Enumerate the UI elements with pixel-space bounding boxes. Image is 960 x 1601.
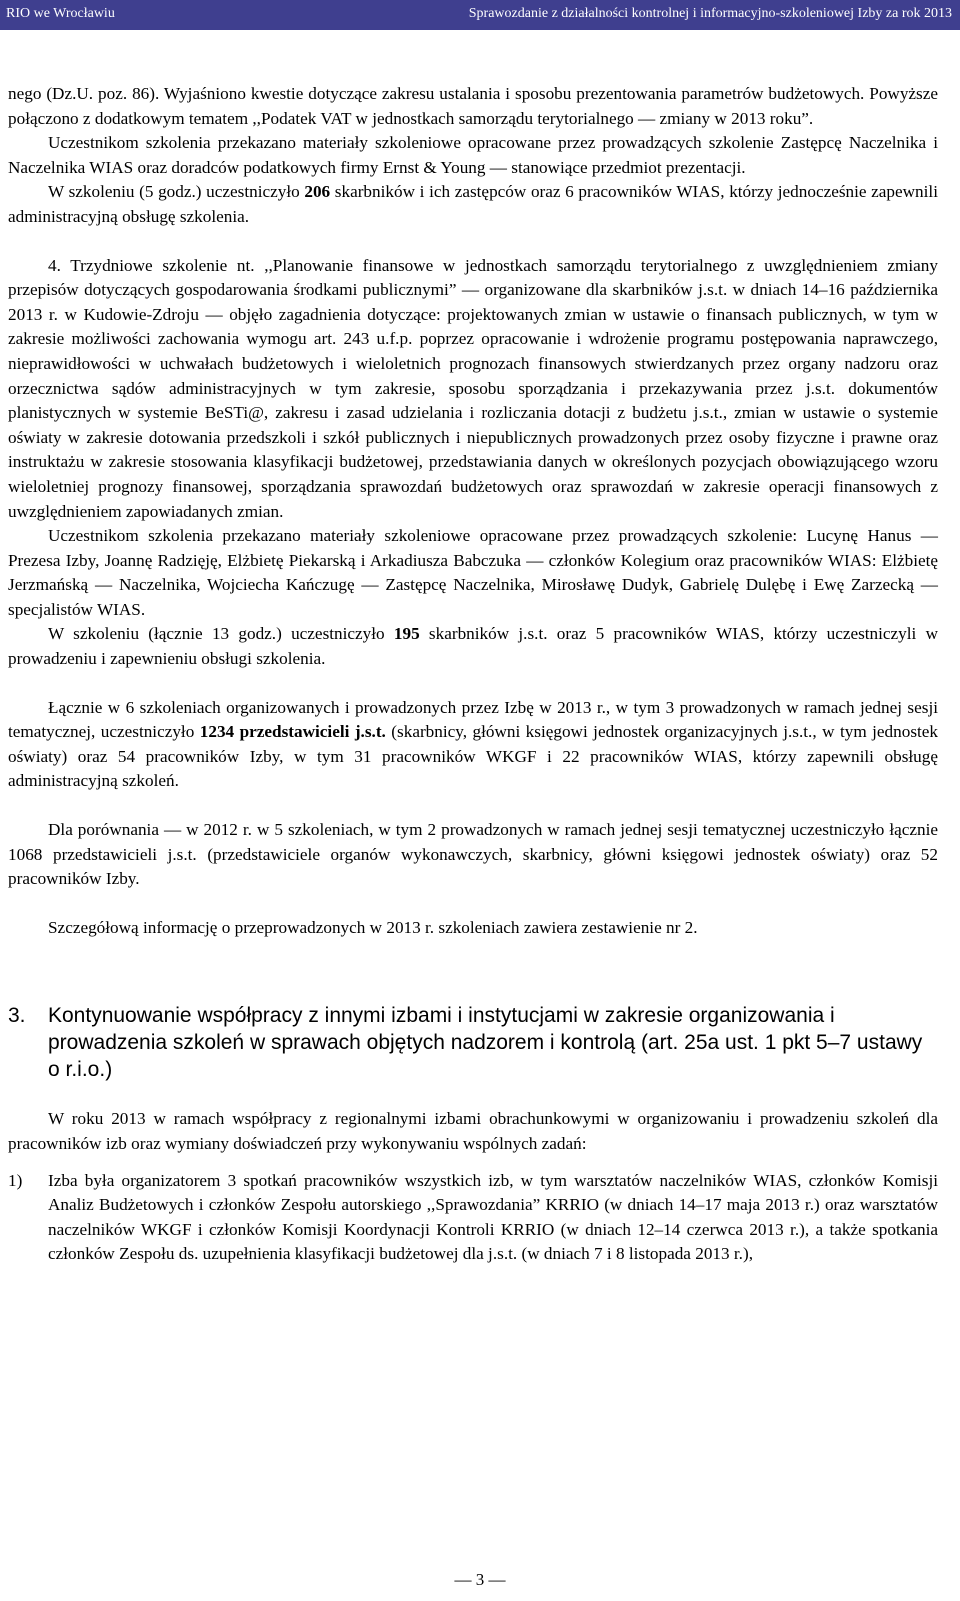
running-header [0,0,960,30]
paragraph: 4. Trzydniowe szkolenie nt. ,,Planowanie finansowe w jednostkach samorządu terytorialnego z uwzględnieniem zmiany przepisów dotyczących gospodarowania środkami publicznymi” — organizowane dla skarbników j.s.t. w dniach 14–16 października 2013 r. w Kudowie-Zdroju — objęło zagadnienia dotyczące: projektowanych zmian w ustawie o finansach publicznych, w tym w zakresie możliwości zachowania wymogu art. 243 u.f.p. poprzez opracowanie i wdrożenie programu postępowania naprawczego, nieprawidłowości w uchwałach budżetowych i wieloletnich prognozach finansowych stwierdzanych przez organy nadzoru oraz orzecznictwa sądów administracyjnych w tym zakresie, sposobu sporządzania i przekazywania przez j.s.t. dokumentów planistycznych w systemie BeSTi@, zakresu i zasad udzielania i rozliczania dotacji z budżetu j.s.t., zmian w ustawie o systemie oświaty w zakresie dotowania przedszkoli i szkół publicznych i niepublicznych prowadzonych przez osoby fizyczne i prawne oraz instruktażu w zakresie stosowania klasyfikacji budżetowej, przedstawiania danych w określonych pozycjach obowiązującego wzoru wieloletniej prognozy finansowej, sporządzania sprawozdań budżetowych oraz sprawozdań w zakresie operacji finansowych z uwzględnieniem zapowiadanych zmian. [8,255,938,521]
paragraph: nego (Dz.U. poz. 86). Wyjaśniono kwestie dotyczące zakresu ustalania i sposobu prezentowania parametrów budżetowych. Powyższe połączono z dodatkowym tematem ,,Podatek VAT w jednostkach samorządu terytorialnego — zmiany w 2013 roku”. [8,84,938,128]
paragraph: W szkoleniu (5 godz.) uczestniczyło 206 skarbników i ich zastępców oraz 6 pracowników WIAS, którzy jednocześnie zapewnili administracyjną obsługę szkolenia. [8,182,938,226]
paragraph: Dla porównania — w 2012 r. w 5 szkoleniach, w tym 2 prowadzonych w ramach jednej sesji tematycznej uczestniczyło łącznie 1068 przedstawicieli j.s.t. (przedstawiciele organów wykonawczych, skarbnicy, główni księgowi jednostek oświaty) oraz 52 pracowników Izby. [8,820,938,889]
list-item [8,1169,938,1267]
bold-count: 195 [393,624,420,644]
paragraph: W szkoleniu (łącznie 13 godz.) uczestniczyło 195 skarbników j.s.t. oraz 5 pracowników WIAS, którzy uczestniczyli w prowadzeniu i zapewnieniu obsługi szkolenia. [8,624,938,669]
bold-count: 206 [304,182,331,202]
bold-total: 1234 przedstawicieli j.s.t. [199,722,386,742]
paragraph: W roku 2013 w ramach współpracy z regionalnymi izbami obrachunkowymi w organizowaniu i prowadzeniu szkoleń dla pracowników izb oraz wymiany doświadczeń przy wykonywaniu wspólnych zadań: [8,1109,938,1153]
document-body [8,82,938,1267]
page-number: — 3 — [454,1570,506,1589]
header-org-name: RIO we Wrocławiu [6,6,115,21]
header-report-title: Sprawozdanie z działalności kontrolnej i informacyjno-szkoleniowej Izby za rok 2013 [468,6,952,21]
paragraph: Uczestnikom szkolenia przekazano materiały szkoleniowe opracowane przez prowadzących szkolenie Zastępcę Naczelnika i Naczelnika WIAS oraz doradców podatkowych firmy Ernst & Young — stanowiące przedmiot prezentacji. [8,133,938,177]
list-marker: 1) [8,1170,23,1190]
section-heading [8,1002,938,1083]
paragraph: Szczegółową informację o przeprowadzonych w 2013 r. szkoleniach zawiera zestawienie nr 2. [48,917,698,937]
paragraph: Łącznie w 6 szkoleniach organizowanych i prowadzonych przez Izbę w 2013 r., w tym 3 prowadzonych w ramach jednej sesji tematycznej, uczestniczyło 1234 przedstawicieli j.s.t. (skarbnicy, główni księgowi jednostek organizacyjnych j.s.t., w tym jednostek oświaty) oraz 54 pracowników Izby, w tym 31 pracowników WKGF i 22 pracowników WIAS, którzy zapewnili obsługę administracyjną szkoleń. [8,697,939,791]
paragraph: Uczestnikom szkolenia przekazano materiały szkoleniowe opracowane przez prowadzących szkolenie: Lucynę Hanus — Prezesa Izby, Joannę Radzięję, Elżbietę Piekarską i Arkadiusza Babczuka — członków Kolegium oraz pracowników WIAS: Elżbietę Jerzmańską — Naczelnika, Wojciecha Kańczugę — Zastępcę Naczelnika, Mirosławę Dudyk, Gabrielę Dulębę i Ewę Zarzecką — specjalistów WIAS. [8,526,938,619]
list-item-text: Izba była organizatorem 3 spotkań pracowników wszystkich izb, w tym warsztatów naczelników WIAS, członków Komisji Analiz Budżetowych i członków Zespołu autorskiego ,,Sprawozdania” KRRIO (w dniach 14–17 maja 2013 r.) oraz warsztatów naczelników WKGF i członków Komisji Koordynacji Kontroli KRRIO (w dniach 12–14 czerwca 2013 r.), a także spotkania członków Zespołu ds. uzupełnienia klasyfikacji budżetowej dla j.s.t. (w dniach 7 i 8 listopada 2013 r.), [48,1170,938,1264]
section-title: Kontynuowanie współpracy z innymi izbami i instytucjami w zakresie organizowania i prowadzenia szkoleń w sprawach objętych nadzorem i kontrolą (art. 25a ust. 1 pkt 5–7 ustawy o r.i.o.) [48,1004,923,1082]
section-number: 3. [8,1004,26,1028]
